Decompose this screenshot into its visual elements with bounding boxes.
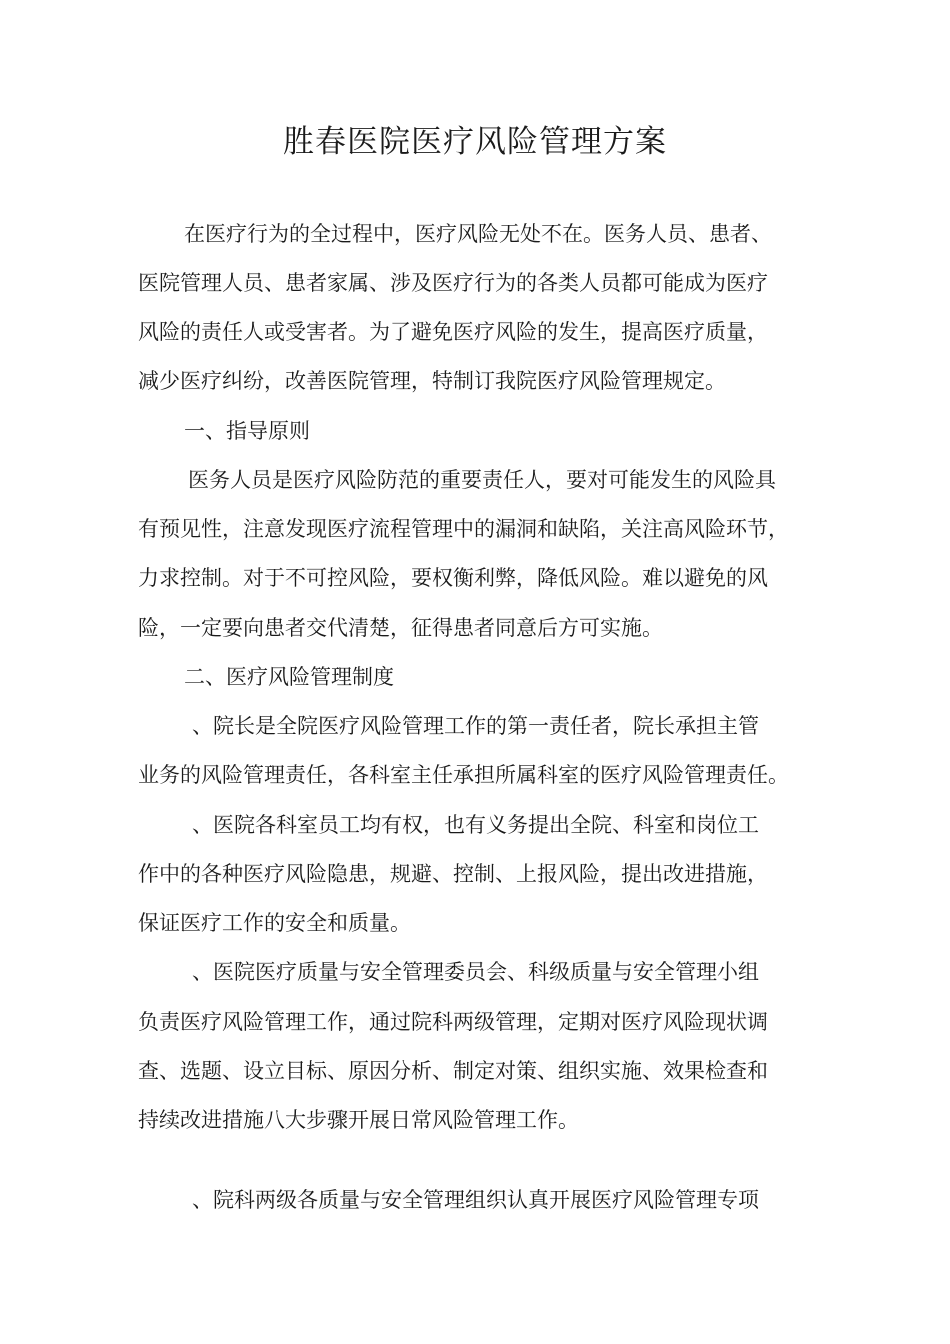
- paragraph-line: 风险的责任人或受害者。为了避免医疗风险的发生，提高医疗质量，: [138, 320, 768, 344]
- paragraph-line: 负责医疗风险管理工作，通过院科两级管理，定期对医疗风险现状调: [138, 1010, 768, 1034]
- paragraph-line: 医院管理人员、患者家属、涉及医疗行为的各类人员都可能成为医疗: [138, 271, 768, 295]
- paragraph-line: 保证医疗工作的安全和质量。: [138, 911, 411, 935]
- paragraph-line: 医务人员是医疗风险防范的重要责任人，要对可能发生的风险具: [188, 468, 776, 492]
- paragraph-line: 减少医疗纠纷，改善医院管理，特制订我院医疗风险管理规定。: [138, 369, 726, 393]
- paragraph-line: 持续改进措施八大步骤开展日常风险管理工作。: [138, 1108, 579, 1132]
- paragraph-line: 、医院医疗质量与安全管理委员会、科级质量与安全管理小组: [192, 960, 759, 984]
- paragraph-line: 业务的风险管理责任，各科室主任承担所属科室的医疗风险管理责任。: [138, 763, 789, 787]
- paragraph-line: 、医院各科室员工均有权，也有义务提出全院、科室和岗位工: [192, 813, 759, 837]
- paragraph-line: 、院长是全院医疗风险管理工作的第一责任者，院长承担主管: [192, 714, 759, 738]
- paragraph-line: 有预见性，注意发现医疗流程管理中的漏洞和缺陷，关注高风险环节，: [138, 517, 789, 541]
- paragraph-line: 查、选题、设立目标、原因分析、制定对策、组织实施、效果检查和: [138, 1059, 768, 1083]
- paragraph-line: 力求控制。对于不可控风险，要权衡利弊，降低风险。难以避免的风: [138, 566, 768, 590]
- paragraph-line: 在医疗行为的全过程中，医疗风险无处不在。医务人员、患者、: [184, 222, 772, 246]
- section-heading: 二、医疗风险管理制度: [184, 665, 394, 689]
- document-title: 胜春医院医疗风险管理方案: [283, 124, 667, 160]
- paragraph-line: 作中的各种医疗风险隐患，规避、控制、上报风险，提出改进措施，: [138, 862, 768, 886]
- paragraph-line: 、院科两级各质量与安全管理组织认真开展医疗风险管理专项: [192, 1188, 759, 1212]
- paragraph-line: 险，一定要向患者交代清楚，征得患者同意后方可实施。: [138, 616, 663, 640]
- section-heading: 一、指导原则: [184, 419, 310, 443]
